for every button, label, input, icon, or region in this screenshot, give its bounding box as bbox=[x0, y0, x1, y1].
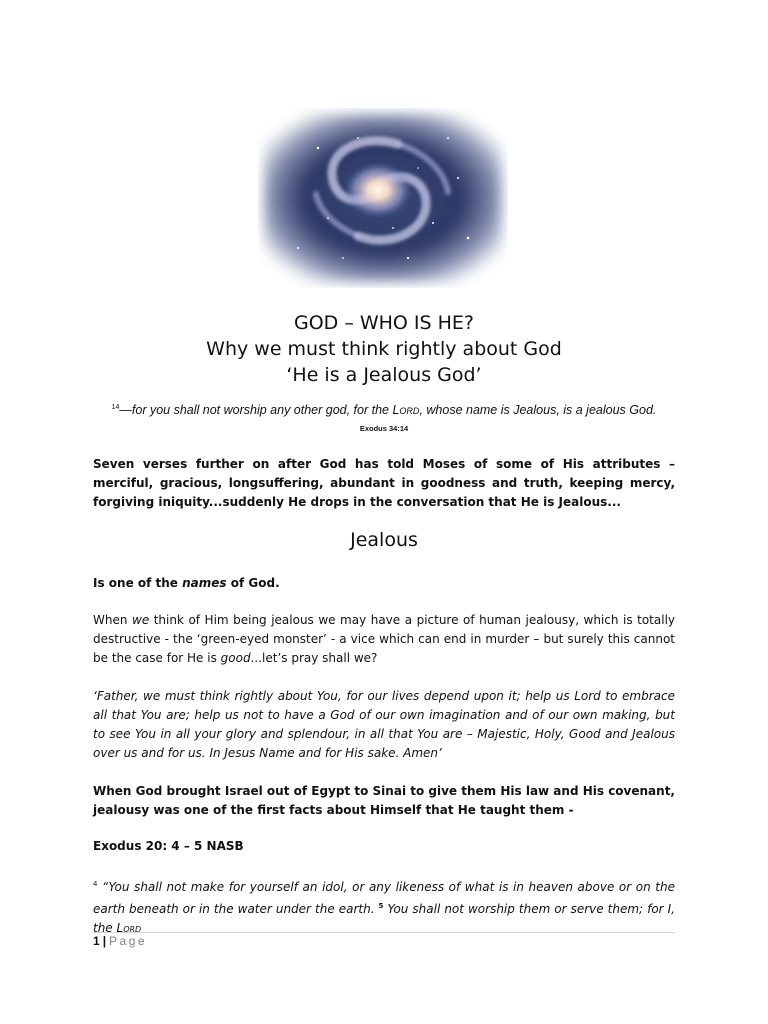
sinai-paragraph: When God brought Israel out of Egypt to Sinai to give them His law and His covenant, jealousy was one of the first facts about Himself that He taught them - bbox=[93, 784, 675, 817]
verse-number: 14 bbox=[111, 403, 120, 411]
title-line-1: GOD – WHO IS HE? bbox=[293, 312, 475, 334]
verse-5-lord: Lord bbox=[116, 921, 142, 935]
jealousy-text-c: think of Him being jealous we may have a picture of human jealousy, which is totally destructive - the ‘green-eyed monster’ - a vice which can end in murder – but surely this cannot be the case for He is bbox=[93, 613, 676, 665]
footer-separator: | bbox=[102, 934, 107, 948]
verse-reference: Exodus 34:14 bbox=[359, 424, 409, 433]
jealousy-text-a: When bbox=[93, 613, 132, 627]
names-emphasis: names bbox=[182, 576, 227, 590]
footer-divider bbox=[93, 932, 675, 933]
jealousy-we: we bbox=[132, 613, 150, 627]
verse-5-text: You shall not worship them or serve them; for I, the bbox=[93, 902, 675, 935]
names-text-a: Is one of the bbox=[93, 576, 183, 590]
page-number: 1 bbox=[93, 934, 100, 948]
verse-text-after: , whose name is Jealous, is a jealous God. bbox=[419, 403, 657, 417]
jealousy-text-e: ...let’s pray shall we? bbox=[250, 651, 378, 665]
prayer-paragraph: ‘Father, we must think rightly about You, for our lives depend upon it; help us Lord to embrace all that You are; help us not to have a God of our own imagination and of our own making, but to see You in all your glory and splendour, in all that You are – Majestic, Holy, Good and Jealous over us and for us. In Jesus Name and for His sake. Amen’ bbox=[93, 689, 675, 760]
jealousy-good: good bbox=[220, 651, 251, 665]
section-heading: Jealous bbox=[350, 529, 418, 551]
intro-paragraph: Seven verses further on after God has told Moses of some of His attributes – merciful, gracious, longsuffering, abundant in goodness and truth, keeping mercy, forgiving iniquity...suddenly He drops in the conversation that He is Jealous... bbox=[93, 457, 675, 509]
names-paragraph bbox=[93, 574, 675, 593]
exodus-quote bbox=[93, 875, 675, 938]
key-verse bbox=[60, 403, 708, 417]
page-label: Page bbox=[109, 934, 148, 948]
scripture-reference: Exodus 20: 4 – 5 NASB bbox=[93, 839, 244, 853]
verse-text-before: —for you shall not worship any other god, for the bbox=[119, 403, 393, 417]
verse-4-number: 4 bbox=[93, 880, 98, 888]
verse-4-text: “You shall not make for yourself an idol, or any likeness of what is in heaven above or on the earth beneath or in the water under the earth. bbox=[93, 880, 675, 916]
jealousy-paragraph bbox=[93, 611, 675, 668]
title-line-3: ‘He is a Jealous God’ bbox=[286, 364, 482, 386]
title-line-2: Why we must think rightly about God bbox=[206, 338, 562, 360]
page-footer bbox=[93, 934, 147, 948]
verse-5-number: 5 bbox=[378, 902, 384, 910]
verse-lord: Lord bbox=[392, 403, 420, 417]
names-text-c: of God. bbox=[226, 576, 280, 590]
galaxy-image bbox=[258, 108, 508, 288]
